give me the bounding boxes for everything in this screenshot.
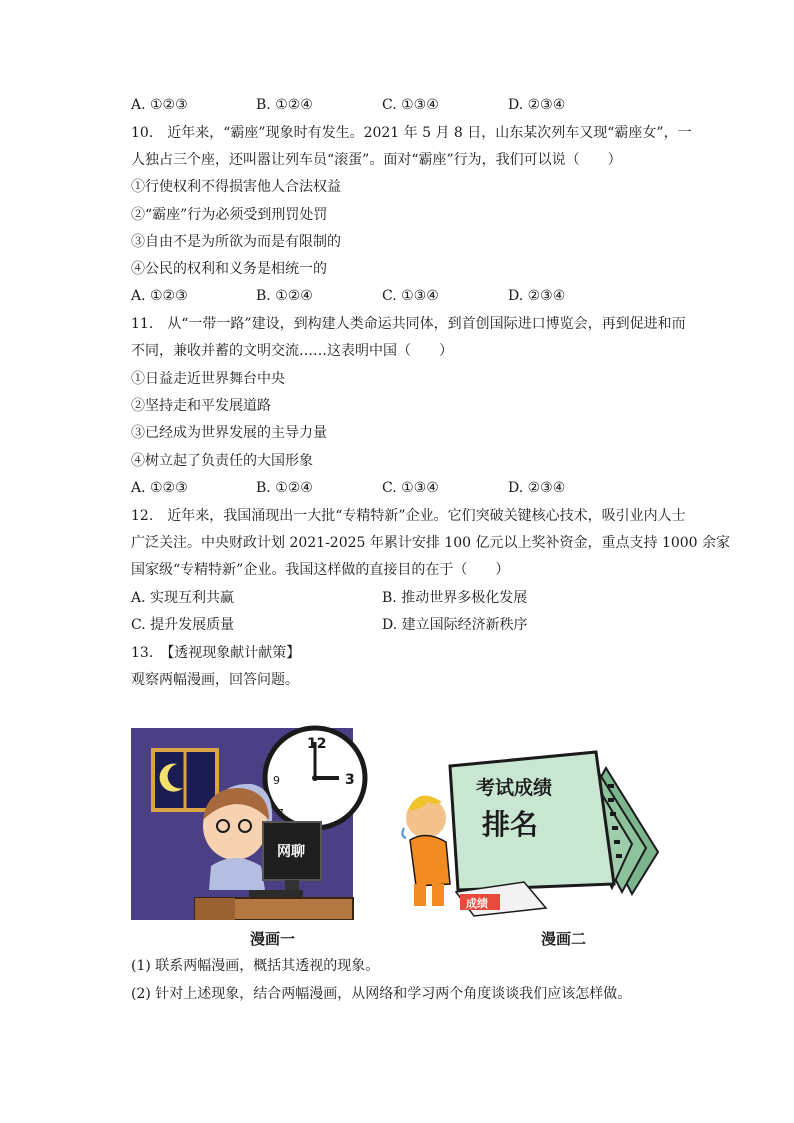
q12-option-b: B. 推动世界多极化发展 [382, 590, 528, 606]
cartoon-one-label: 漫画一 [250, 930, 296, 948]
q12-stem-line1: 12. 近年来，我国涌现出一大批“专精特新”企业。它们突破关键核心技术，吸引业内人士 [131, 508, 686, 524]
option-a: A. ①②③ [131, 97, 188, 113]
option-c: C. ①③④ [382, 97, 439, 113]
q11-item-2: ②坚持走和平发展道路 [131, 398, 271, 414]
option-b: B. ①②④ [256, 97, 313, 113]
q10-option-a: A. ①②③ [131, 288, 188, 304]
q12-stem-line2: 广泛关注。中央财政计划 2021-2025 年累计安排 100 亿元以上奖补资金，重点支持 1000 余家 [131, 535, 731, 551]
q10-item-1: ①行使权利不得损害他人合法权益 [131, 179, 341, 195]
q12-option-a: A. 实现互利共赢 [131, 590, 235, 606]
q10-option-b: B. ①②④ [256, 288, 313, 304]
cartoon-two-paper-text: 成绩 [466, 897, 488, 910]
q11-stem-line1: 11. 从“一带一路”建设，到构建人类命运共同体，到首创国际进口博览会，再到促进和而 [131, 316, 686, 332]
cartoon-two-illustration [396, 744, 664, 920]
q11-option-d: D. ②③④ [508, 480, 566, 496]
svg-text:3: 3 [345, 772, 355, 788]
q10-option-d: D. ②③④ [508, 288, 566, 304]
q10-option-c: C. ①③④ [382, 288, 439, 304]
svg-text:12: 12 [307, 736, 327, 752]
q11-stem-line2: 不同，兼收并蓄的文明交流……这表明中国（ ） [131, 343, 453, 359]
q12-option-c: C. 提升发展质量 [131, 617, 235, 633]
q13-sub1: (1) 联系两幅漫画，概括其透视的现象。 [131, 958, 380, 974]
q11-item-1: ①日益走近世界舞台中央 [131, 371, 285, 387]
q10-item-2: ②“霸座”行为必须受到刑罚处罚 [131, 207, 328, 223]
svg-text:9: 9 [273, 774, 280, 787]
q11-option-c: C. ①③④ [382, 480, 439, 496]
q10-stem-line1: 10. 近年来，“霸座”现象时有发生。2021 年 5 月 8 日，山东某次列车又现“霸座女”，一 [131, 125, 692, 141]
svg-text:7: 7 [277, 807, 284, 820]
q10-stem-line2: 人独占三个座，还叫嚣让列车员“滚蛋”。面对“霸座”行为，我们可以说（ ） [131, 152, 622, 168]
cartoon-two-label: 漫画二 [541, 930, 587, 948]
q13-sub2: (2) 针对上述现象，结合两幅漫画，从网络和学习两个角度谈谈我们应该怎样做。 [131, 986, 632, 1002]
q10-item-3: ③自由不是为所欲为而是有限制的 [131, 234, 341, 250]
q11-item-3: ③已经成为世界发展的主导力量 [131, 425, 327, 441]
cartoon-two-board-line2: 排名 [482, 808, 539, 841]
q11-item-4: ④树立起了负责任的大国形象 [131, 453, 313, 469]
q12-stem-line3: 国家级“专精特新”企业。我国这样做的直接目的在于（ ） [131, 562, 510, 578]
q11-option-a: A. ①②③ [131, 480, 188, 496]
q13-intro: 观察两幅漫画，回答问题。 [131, 672, 299, 688]
q12-option-d: D. 建立国际经济新秩序 [382, 617, 528, 633]
cartoon-two-board-line1: 考试成绩 [476, 777, 553, 799]
q10-item-4: ④公民的权利和义务是相统一的 [131, 261, 327, 277]
option-d: D. ②③④ [508, 97, 566, 113]
cartoon-one-screen-text: 网聊 [277, 844, 305, 860]
q13-title: 13. 【透视现象献计献策】 [131, 645, 301, 661]
cartoon-one-illustration [131, 722, 369, 920]
q11-option-b: B. ①②④ [256, 480, 313, 496]
